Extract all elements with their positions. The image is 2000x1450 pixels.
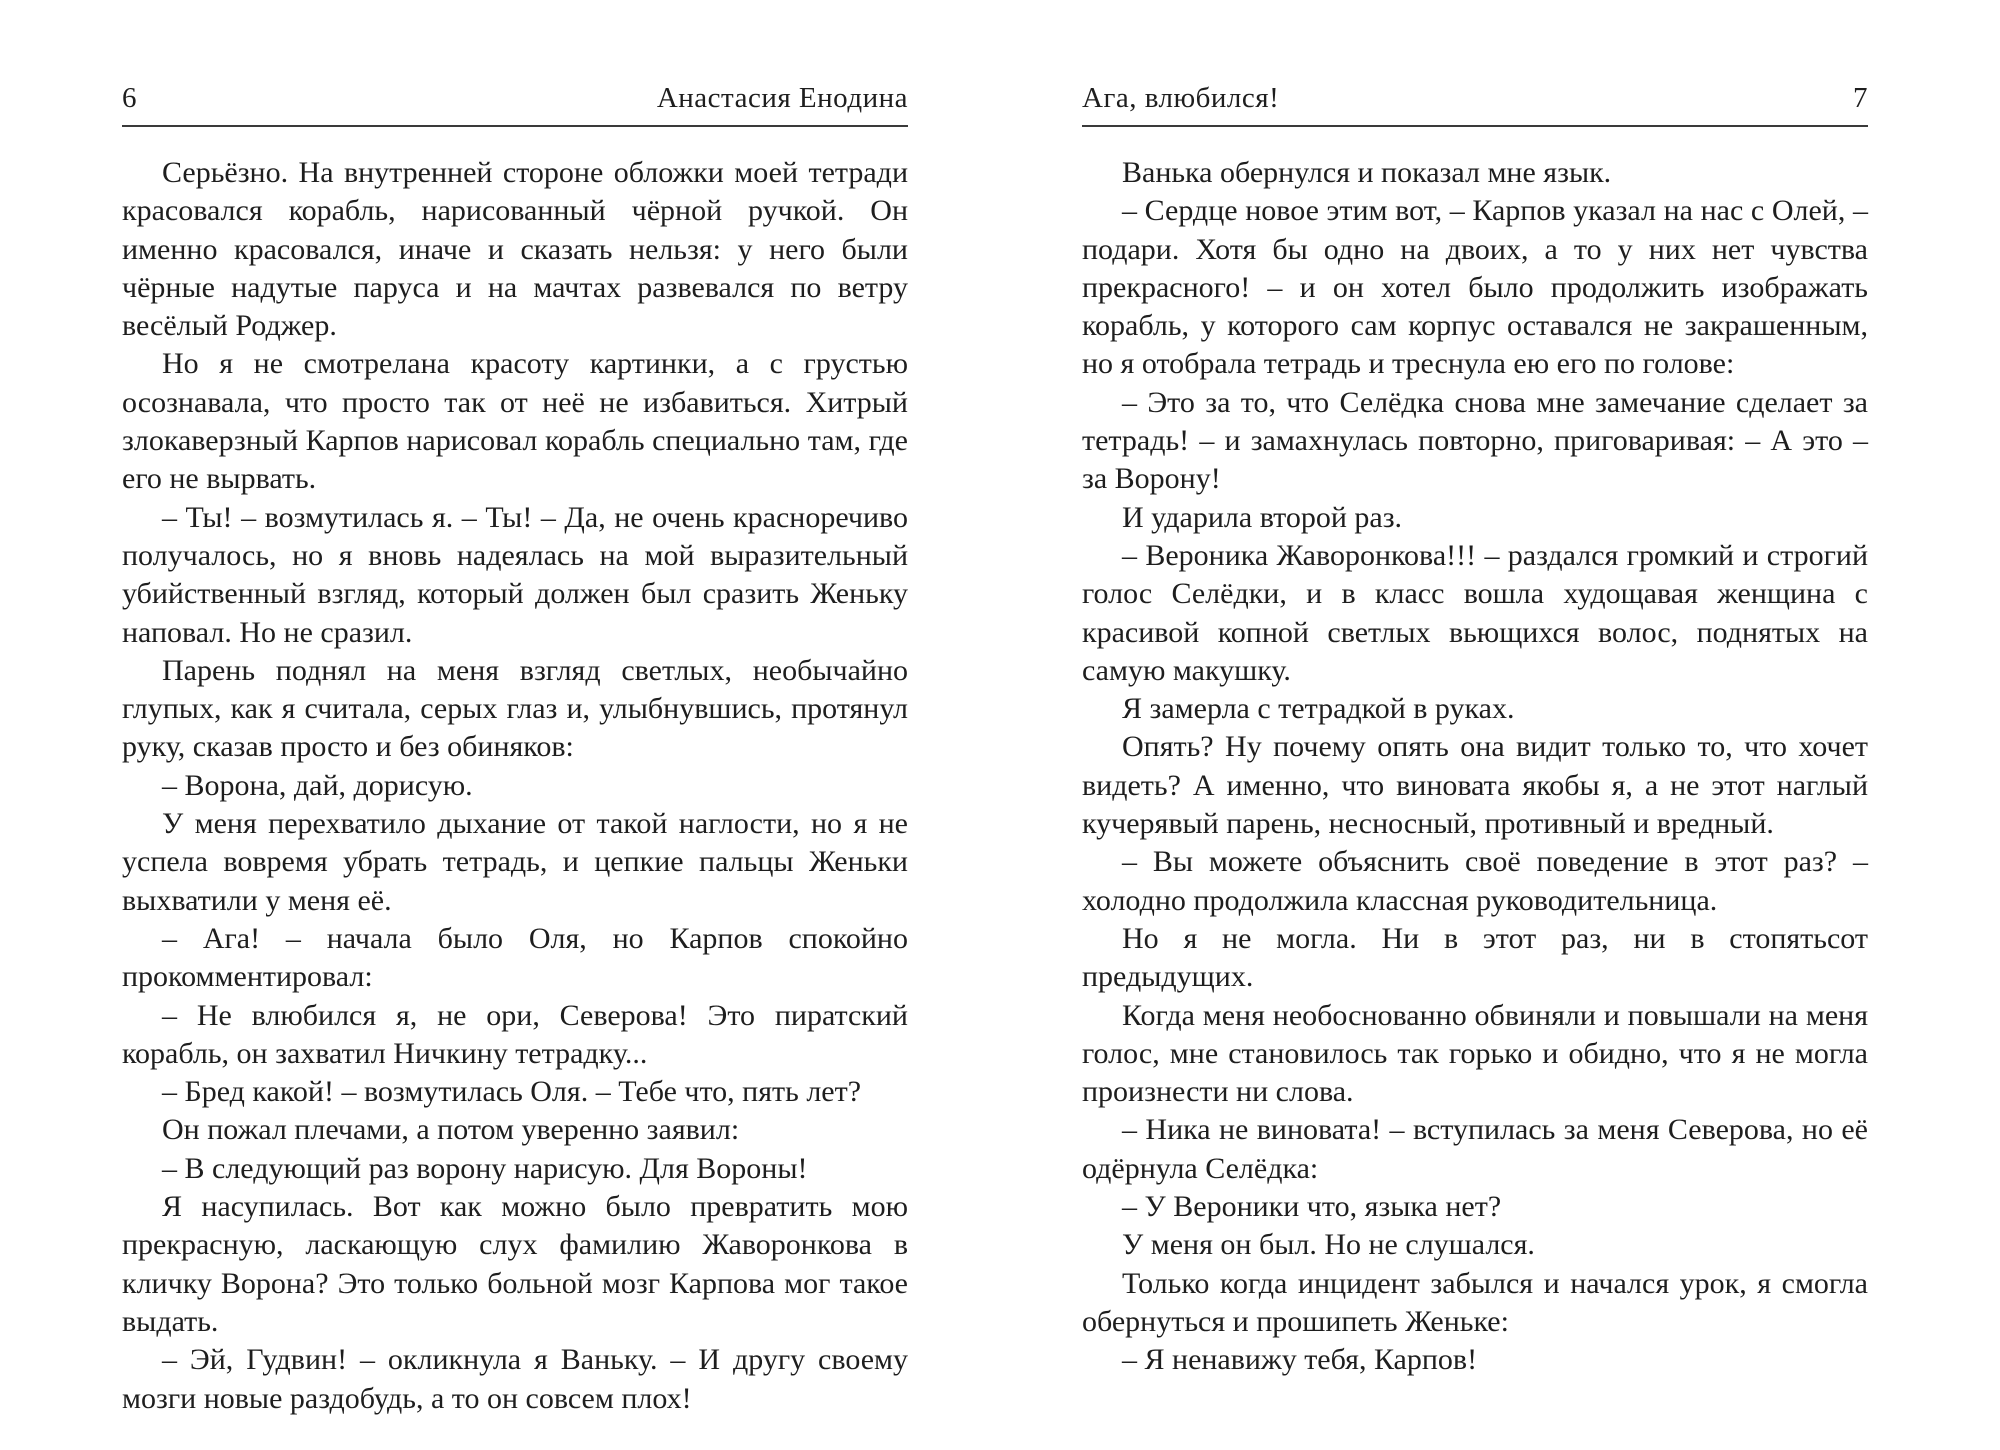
paragraph: Я насупилась. Вот как можно было превратить мою прекрасную, ласкающую слух фамилию Жаворонкова в кличку Ворона? Это только больной мозг Карпова мог такое выдать. (122, 1190, 908, 1338)
paragraph: – Сердце новое этим вот, – Карпов указал на нас с Олей, – подари. Хотя бы одно на двоих, а то у них нет чувства прекрасного! – и он хотел было продолжить изображать корабль, у которого сам корпус оставался не закрашенным, но я отобрала тетрадь и треснула ею его по голове: (1082, 194, 1868, 381)
body-text-right (1082, 154, 1868, 1380)
paragraph: – Это за то, что Селёдка снова мне замечание сделает за тетрадь! – и замахнулась повторно, приговаривая: – А это – за Ворону! (1082, 385, 1868, 496)
paragraph: – Вы можете объяснить своё поведение в этот раз? – холодно продолжила классная руководительница. (1082, 845, 1868, 917)
body-text-left (122, 154, 908, 1418)
page-number: 6 (122, 82, 137, 114)
chapter-title: Ага, влюбился! (1082, 82, 1280, 114)
header-rule (122, 125, 908, 127)
paragraph: У меня он был. Но не слушался. (1122, 1228, 1535, 1262)
paragraph: – Я ненавижу тебя, Карпов! (1122, 1343, 1478, 1377)
paragraph: – В следующий раз ворону нарисую. Для Вороны! (162, 1151, 808, 1185)
paragraph: – Не влюбился я, не ори, Северова! Это пиратский корабль, он захватил Ничкину тетрадку... (122, 998, 908, 1070)
paragraph: – Эй, Гудвин! – окликнула я Ваньку. – И другу своему мозги новые раздобудь, а то он совсем плох! (122, 1343, 908, 1415)
paragraph: – У Вероники что, языка нет? (1122, 1190, 1502, 1224)
paragraph: Но я не смотрелана красоту картинки, а с грустью осознавала, что просто так от неё не избавиться. Хитрый злокаверзный Карпов нарисовал корабль специально там, где его не вырвать. (122, 347, 908, 496)
paragraph: – Ты! – возмутилась я. – Ты! – Да, не очень красноречиво получалось, но я вновь надеялась на мой выразительный убийственный взгляд, который должен был сразить Женьку наповал. Но не сразил. (122, 500, 908, 649)
author-name: Анастасия Енодина (656, 82, 908, 114)
paragraph: Опять? Ну почему опять она видит только то, что хочет видеть? А именно, что виновата якобы я, а не этот наглый кучерявый парень, несносный, противный и вредный. (1082, 730, 1868, 841)
paragraph: Парень поднял на меня взгляд светлых, необычайно глупых, как я считала, серых глаз и, улыбнувшись, протянул руку, сказав просто и без обиняков: (122, 653, 908, 764)
running-head-left (122, 78, 908, 118)
paragraph: Серьёзно. На внутренней стороне обложки моей тетради красовался корабль, нарисованный чёрной ручкой. Он именно красовался, иначе и сказать нельзя: у него были чёрные надутые паруса и на мачтах развевался по ветру весёлый Роджер. (122, 156, 908, 343)
paragraph: Когда меня необоснованно обвиняли и повышали на меня голос, мне становилось так горько и обидно, что я не могла произнести ни слова. (1082, 998, 1868, 1109)
page-number: 7 (1853, 82, 1868, 114)
running-head-right (1082, 78, 1868, 118)
paragraph: – Ага! – начала было Оля, но Карпов спокойно прокомментировал: (122, 921, 908, 994)
paragraph: У меня перехватило дыхание от такой наглости, но я не успела вовремя убрать тетрадь, и цепкие пальцы Женьки выхватили у меня её. (122, 807, 908, 917)
paragraph: Только когда инцидент забылся и начался урок, я смогла обернуться и прошипеть Женьке: (1082, 1266, 1868, 1338)
paragraph: Он пожал плечами, а потом уверенно заявил: (162, 1113, 740, 1147)
paragraph: – Ника не виновата! – вступилась за меня Северова, но её одёрнула Селёдка: (1082, 1113, 1868, 1185)
paragraph: – Бред какой! – возмутилась Оля. – Тебе что, пять лет? (162, 1075, 862, 1109)
paragraph: Но я не могла. Ни в этот раз, ни в стопятьсот предыдущих. (1082, 921, 1868, 994)
header-rule (1082, 125, 1868, 127)
paragraph: Я замерла с тетрадкой в руках. (1122, 692, 1515, 726)
paragraph: – Ворона, дай, дорисую. (162, 768, 473, 802)
paragraph: Ванька обернулся и показал мне язык. (1122, 156, 1612, 189)
right-page (1000, 0, 2000, 1450)
paragraph: – Вероника Жаворонкова!!! – раздался громкий и строгий голос Селёдки, и в класс вошла худощавая женщина с красивой копной светлых вьющихся волос, поднятых на самую макушку. (1082, 538, 1868, 687)
paragraph: И ударила второй раз. (1122, 500, 1403, 534)
